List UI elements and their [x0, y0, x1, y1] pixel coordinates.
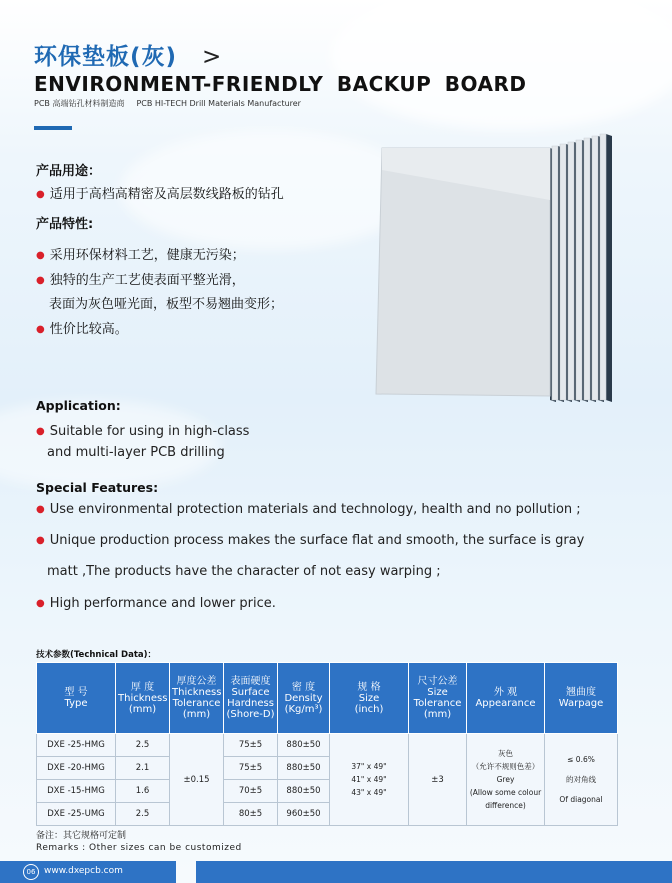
header-type: 型 号 Type — [37, 663, 116, 734]
bullet-icon: ● — [36, 426, 45, 437]
cn-feature-item — [36, 269, 245, 288]
cell-thickness: 2.1 — [116, 757, 170, 780]
header-density: 密 度 Density (Kg/m³) — [278, 663, 330, 734]
cn-usage-heading-text: 产品用途： — [36, 164, 102, 179]
cn-features-heading — [36, 213, 93, 232]
en-feature-line — [36, 596, 276, 611]
footer-bar — [196, 861, 672, 883]
bullet-icon: ● — [36, 504, 45, 515]
header-thickness: 厚 度 Thickness (mm) — [116, 663, 170, 734]
subtitle-en: PCB HI-TECH Drill Materials Manufacturer — [136, 99, 301, 108]
en-feature-text: Use environmental protection materials and technology, health and no pollution ; — [49, 502, 581, 517]
bullet-icon: ● — [36, 250, 45, 261]
cell-thickness: 2.5 — [116, 803, 170, 826]
cn-feature-item-continued — [49, 293, 283, 312]
cell-density: 880±50 — [278, 734, 330, 757]
cell-density: 880±50 — [278, 780, 330, 803]
title-arrow-icon: > — [202, 44, 223, 70]
table-header-row — [37, 663, 618, 734]
product-board-stack-image — [374, 130, 614, 405]
en-application-line-continued: and multi-layer PCB drilling — [47, 445, 225, 460]
en-feature-line — [36, 533, 584, 548]
bullet-icon: ● — [36, 324, 45, 335]
page-number: 06 — [23, 864, 39, 880]
cn-usage-heading — [36, 160, 101, 179]
cn-usage-item-text: 适用于高档高精密及高层数线路板的钻孔 — [49, 187, 284, 202]
cn-feature-item-text: 独特的生产工艺使表面平整光滑， — [49, 273, 245, 288]
en-feature-line-continued: matt ,The products have the character of not easy warping ; — [47, 564, 441, 579]
header-size: 规 格 Size (inch) — [330, 663, 409, 734]
cell-density: 960±50 — [278, 803, 330, 826]
title-accent-bar — [34, 126, 72, 130]
header-thickness-tolerance: 厚度公差 Thickness Tolerance (mm) — [170, 663, 224, 734]
cell-appearance: 灰色 （允许不规则色差） Grey (Allow some colour difference) — [467, 734, 545, 826]
cell-hardness: 75±5 — [224, 734, 278, 757]
bullet-icon: ● — [36, 598, 45, 609]
cell-hardness: 80±5 — [224, 803, 278, 826]
cell-size: 37" x 49" 41" x 49" 43" x 49" — [330, 734, 409, 826]
cn-feature-item-text: 表面为灰色哑光面，板型不易翘曲变形； — [49, 297, 284, 312]
page-title-cn — [34, 38, 222, 71]
tech-data-table — [36, 662, 618, 826]
cell-density: 880±50 — [278, 757, 330, 780]
cell-hardness: 70±5 — [224, 780, 278, 803]
footer-url-link[interactable]: www.dxepcb.com — [44, 866, 123, 876]
cn-feature-item-text: 性价比较高。 — [49, 322, 128, 337]
en-features-heading: Special Features: — [36, 480, 159, 495]
page-title-en: ENVIRONMENT-FRIENDLY BACKUP BOARD — [34, 72, 527, 96]
cn-features-heading-text: 产品特性: — [36, 217, 94, 232]
tech-data-label: 技术参数(Technical Data)： — [36, 650, 156, 660]
en-application-line — [36, 424, 249, 439]
header-warpage: 翘曲度 Warpage — [545, 663, 618, 734]
subtitle-cn: PCB 高端钻孔材料制造商 — [34, 99, 125, 108]
header-surface-hardness: 表面硬度 Surface Hardness (Shore-D) — [224, 663, 278, 734]
title-cn-text: 环保垫板(灰) — [34, 44, 178, 70]
table-row — [37, 734, 618, 757]
en-feature-text: Unique production process makes the surface flat and smooth, the surface is gray — [49, 533, 585, 548]
remarks-cn: 备注：其它规格可定制 — [36, 831, 127, 841]
cell-type: DXE -25-UMG — [37, 803, 116, 826]
bullet-icon: ● — [36, 535, 45, 546]
cn-usage-item — [36, 183, 284, 202]
bullet-icon: ● — [36, 275, 45, 286]
en-feature-text: High performance and lower price. — [49, 596, 276, 611]
cell-size-tolerance: ±3 — [409, 734, 467, 826]
remarks — [36, 830, 242, 854]
en-application-heading: Application: — [36, 398, 121, 413]
cn-feature-item-text: 采用环保材料工艺，健康无污染； — [49, 248, 245, 263]
en-feature-line — [36, 502, 581, 517]
cell-thickness: 1.6 — [116, 780, 170, 803]
cell-hardness: 75±5 — [224, 757, 278, 780]
bullet-icon: ● — [36, 189, 45, 200]
cn-feature-item — [36, 318, 128, 337]
en-application-text: Suitable for using in high-class — [49, 424, 250, 439]
page-subtitle — [34, 98, 301, 109]
header-size-tolerance: 尺寸公差 Size Tolerance (mm) — [409, 663, 467, 734]
cell-thickness: 2.5 — [116, 734, 170, 757]
cell-thickness-tolerance: ±0.15 — [170, 734, 224, 826]
header-appearance: 外 观 Appearance — [467, 663, 545, 734]
remarks-en: Remarks : Other sizes can be customized — [36, 843, 242, 853]
cn-feature-item — [36, 244, 245, 263]
cell-type: DXE -25-HMG — [37, 734, 116, 757]
cell-warpage: ≤ 0.6% 的对角线 Of diagonal — [545, 734, 618, 826]
background-cloud — [330, 0, 672, 130]
cell-type: DXE -20-HMG — [37, 757, 116, 780]
cell-type: DXE -15-HMG — [37, 780, 116, 803]
